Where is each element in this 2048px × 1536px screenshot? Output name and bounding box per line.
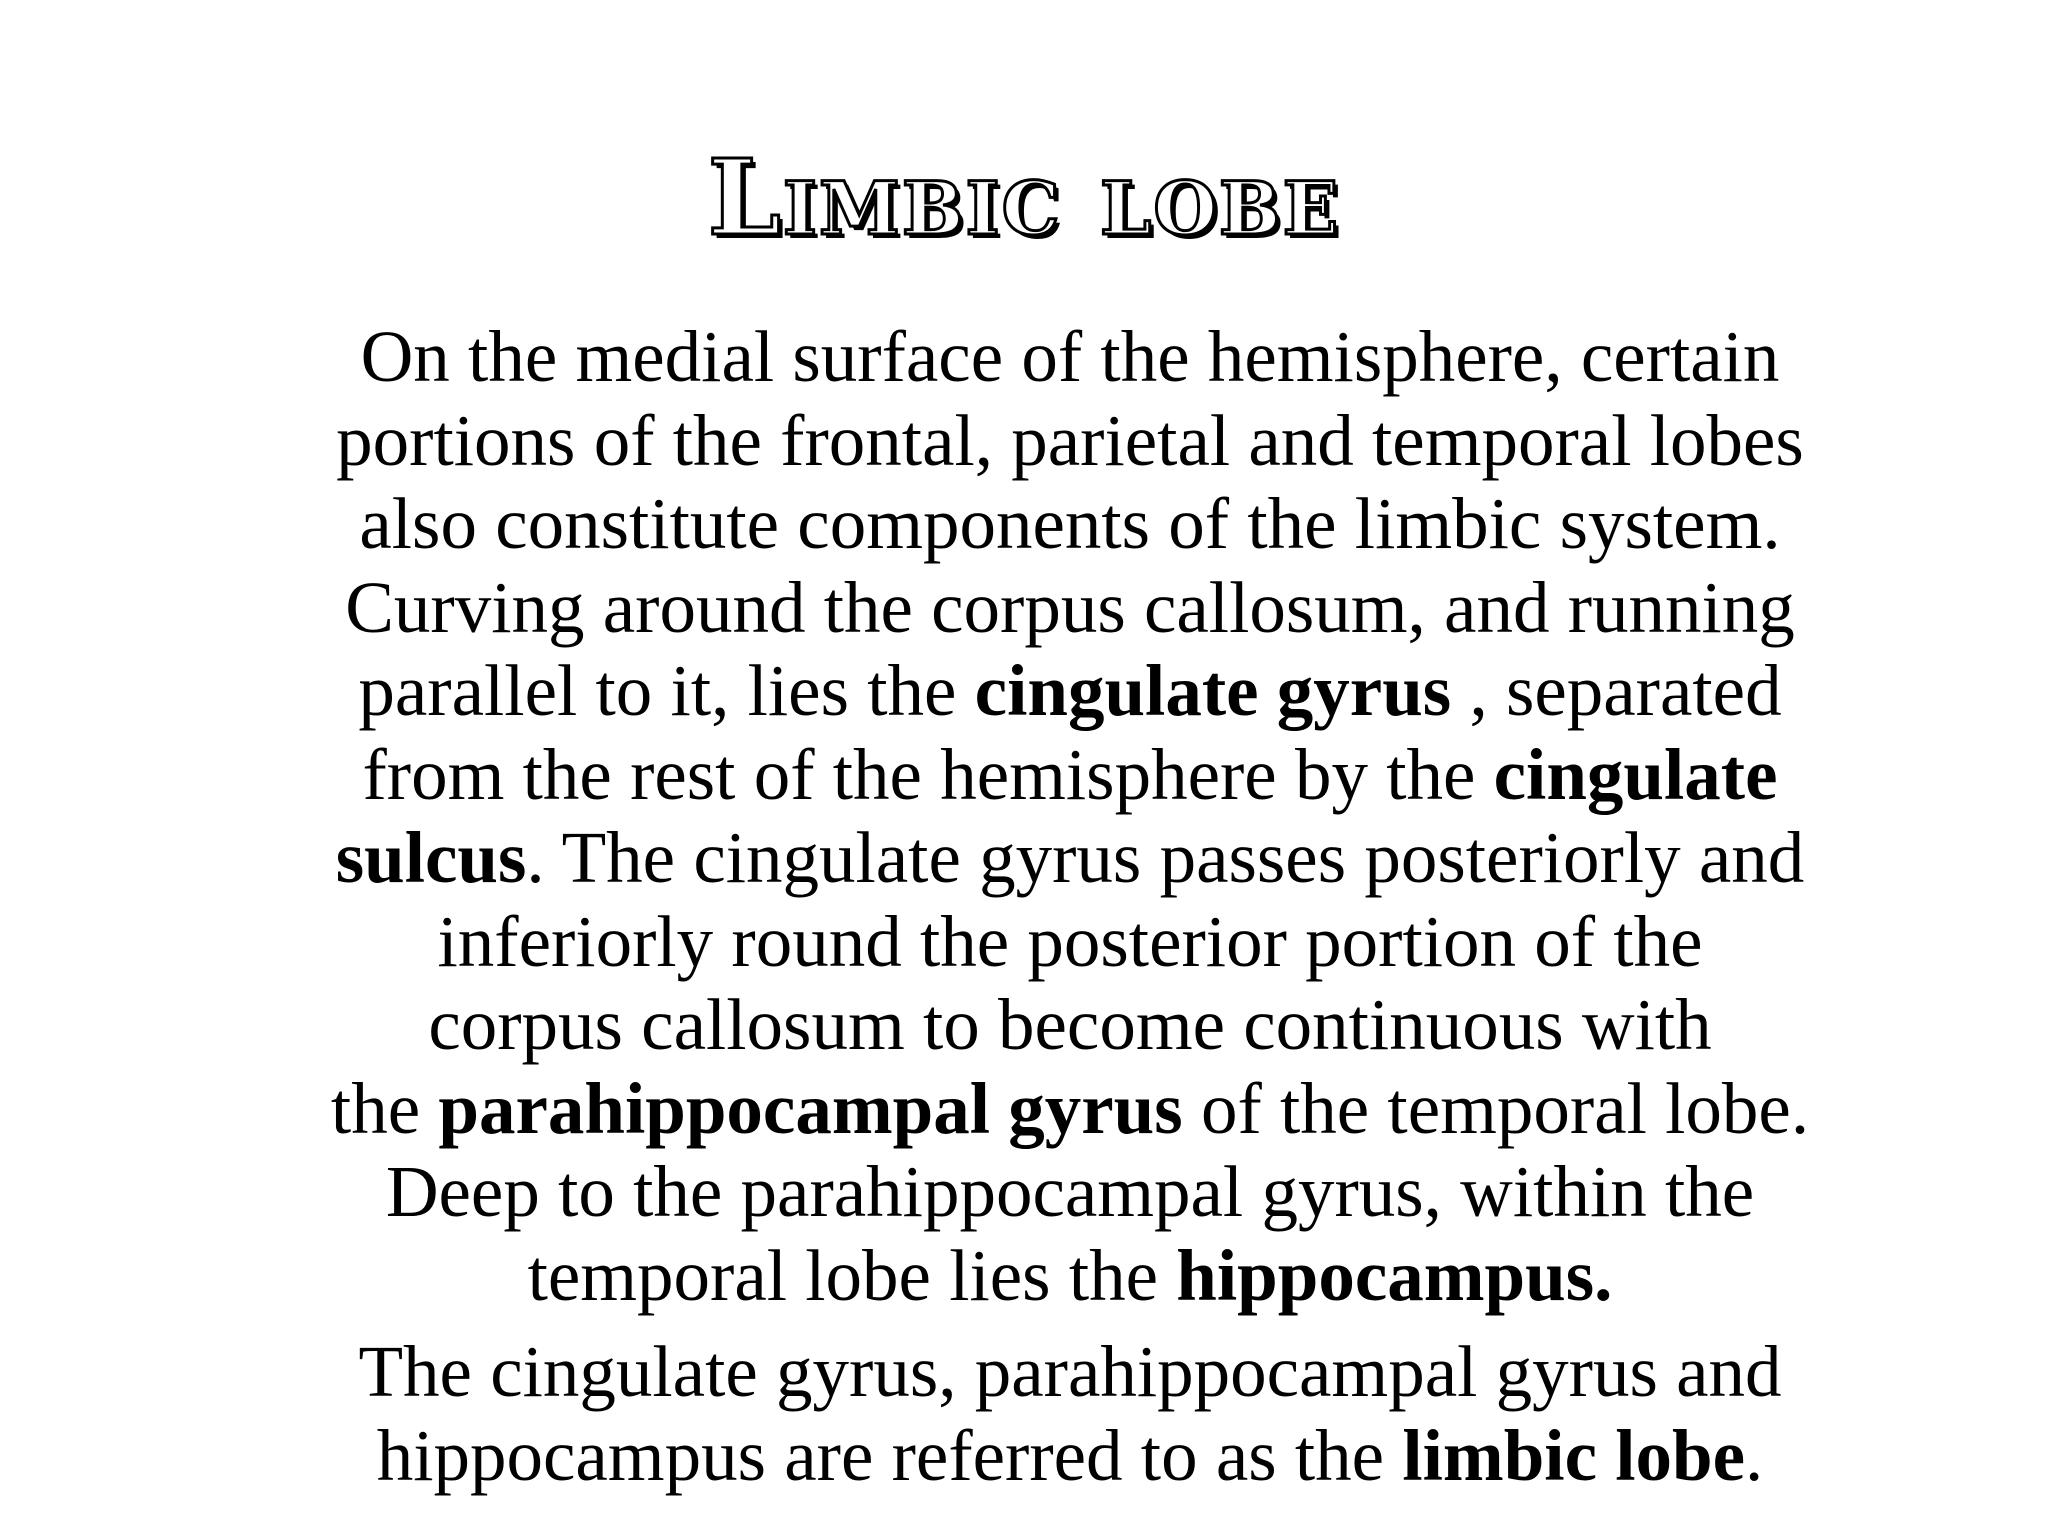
- text-run: temporal lobe lies the: [527, 1234, 1177, 1316]
- text-line: Curving around the corpus callosum, and running: [345, 566, 1795, 648]
- text-line: The cingulate gyrus, parahippocampal gyrus and: [358, 1331, 1782, 1412]
- term-parahippocampal-gyrus: parahippocampal gyrus: [438, 1067, 1183, 1149]
- text-line: [331, 1068, 1809, 1149]
- text-line: inferiorly round the posterior portion of the: [437, 900, 1703, 982]
- text-run: . The cingulate gyrus passes posteriorly and: [526, 817, 1805, 898]
- slide-title: Limbic lobe: [707, 136, 1341, 259]
- term-hippocampus: hippocampus.: [1176, 1234, 1613, 1316]
- text-line: portions of the frontal, parietal and temporal lobes: [336, 399, 1804, 481]
- text-run: hippocampus are referred to as the: [376, 1414, 1403, 1496]
- text-line: [362, 734, 1777, 815]
- text-line: also constitute components of the limbic system.: [359, 483, 1781, 564]
- text-line: [336, 817, 1805, 898]
- term-sulcus: sulcus: [335, 817, 527, 898]
- text-line: Deep to the parahippocampal gyrus, within the: [385, 1151, 1755, 1232]
- text-run: parallel to it, lies the: [358, 650, 975, 731]
- text-line: On the medial surface of the hemisphere, certain: [360, 316, 1780, 397]
- text-line: corpus callosum to become continuous with: [428, 984, 1712, 1065]
- term-cingulate-gyrus: cingulate gyrus: [974, 650, 1452, 731]
- text-run: of the temporal lobe.: [1182, 1067, 1810, 1149]
- text-run: the: [330, 1067, 439, 1149]
- text-line: [528, 1235, 1613, 1316]
- paragraph-limbic-lobe-definition: [180, 1330, 1960, 1497]
- paragraph-limbic-components: [180, 315, 1960, 1317]
- text-line: [377, 1415, 1764, 1496]
- text-line: [358, 650, 1781, 731]
- text-run: from the rest of the hemisphere by the: [362, 733, 1494, 815]
- text-run: , separated: [1451, 650, 1782, 731]
- term-cingulate: cingulate: [1493, 733, 1778, 815]
- term-limbic-lobe: limbic lobe: [1402, 1414, 1746, 1496]
- text-run: .: [1745, 1414, 1764, 1496]
